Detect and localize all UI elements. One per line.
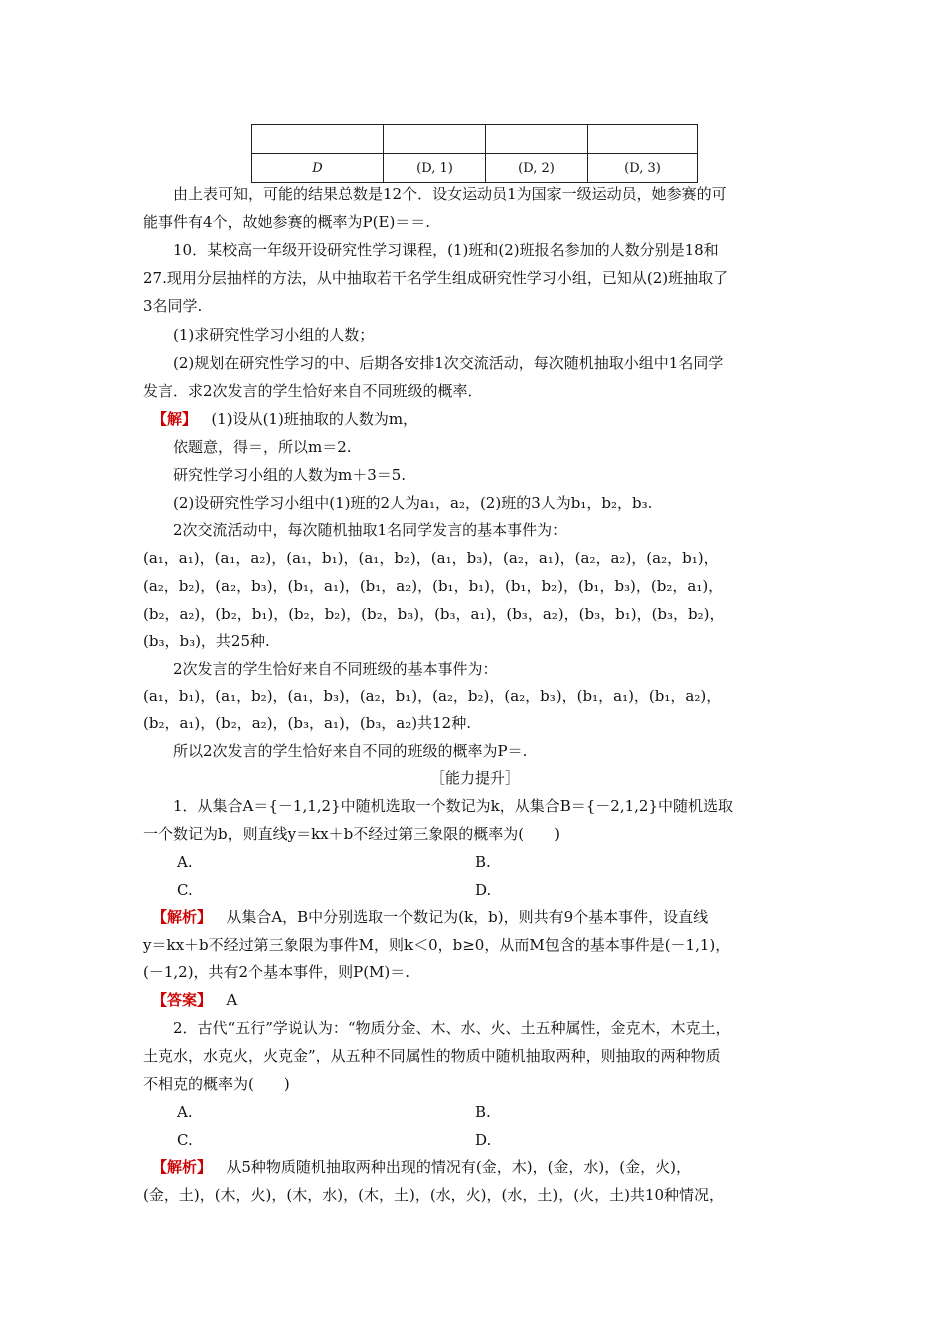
text-line: 2次交流活动中，每次随机抽取1名同学发言的基本事件为：	[173, 521, 568, 539]
text-line: (2)规划在研究性学习的中、后期各安排1次交流活动，每次随机抽取小组中1名同学	[173, 354, 724, 372]
text-line: (b₃，b₃)，共25种.	[143, 632, 270, 650]
answer-value: A	[226, 991, 238, 1009]
option-a: A.	[177, 1103, 193, 1121]
text-line: (金，土)，(木，火)，(木，水)，(木，土)，(水，火)，(水，土)，(火，土)共10种情况，	[143, 1186, 725, 1204]
text-line: 研究性学习小组的人数为m＋3＝5.	[173, 466, 407, 484]
text-span: 从5种物质随机抽取两种出现的情况有(金，木)，(金，水)，(金，火)，	[226, 1158, 691, 1176]
text-line: 所以2次发言的学生恰好来自不同的班级的概率为P＝.	[173, 742, 528, 760]
text-line: y＝kx＋b不经过第三象限为事件M，则k＜0，b≥0，从而M包含的基本事件是(－1,1)，	[143, 936, 731, 954]
outcome-table	[251, 124, 698, 183]
text-line: 土克水，水克火，火克金”，从五种不同属性的物质中随机抽取两种，则抽取的两种物质	[143, 1047, 721, 1065]
option-d: D.	[475, 1131, 492, 1149]
answer-tag: 【答案】	[152, 991, 213, 1009]
table-cell	[486, 125, 588, 154]
text-line: 发言．求2次发言的学生恰好来自不同班级的概率．	[143, 382, 483, 400]
text-line: 1．从集合A＝{－1,1,2}中随机选取一个数记为k，从集合B＝{－2,1,2}中随机选取	[173, 797, 733, 815]
answer-line	[152, 990, 832, 1010]
option-c: C.	[177, 881, 193, 899]
solution-tag: 【解】	[152, 410, 198, 428]
text-line: 依题意，得＝，所以m＝2.	[173, 438, 352, 456]
option-a: A.	[177, 853, 193, 871]
analysis-tag: 【解析】	[152, 908, 213, 926]
table-cell: (D, 1)	[384, 154, 486, 183]
text-line: 由上表可知，可能的结果总数是12个．设女运动员1为国家一级运动员，她参赛的可	[173, 185, 727, 203]
table-row	[252, 154, 698, 183]
text-line: 不相克的概率为( )	[143, 1075, 290, 1093]
analysis-tag: 【解析】	[152, 1158, 213, 1176]
table-cell: (D, 2)	[486, 154, 588, 183]
text-line: 一个数记为b，则直线y＝kx＋b不经过第三象限的概率为( )	[143, 825, 560, 843]
option-b: B.	[475, 1103, 491, 1121]
option-c: C.	[177, 1131, 193, 1149]
text-line: 能事件有4个，故她参赛的概率为P(E)＝＝.	[143, 213, 431, 231]
text-line: 2．古代“五行”学说认为：“物质分金、木、水、火、土五种属性，金克木，木克土，	[173, 1019, 731, 1037]
text-line: (2)设研究性学习小组中(1)班的2人为a₁，a₂，(2)班的3人为b₁，b₂，b₃.	[173, 494, 653, 512]
analysis-line	[152, 907, 832, 927]
section-heading: ［能力提升］	[429, 769, 520, 787]
text-line: (b₂，a₁)，(b₂，a₂)，(b₃，a₁)，(b₃，a₂)共12种.	[143, 714, 471, 732]
solution-line	[152, 409, 832, 429]
text-line: (a₁，a₁)，(a₁，a₂)，(a₁，b₁)，(a₁，b₂)，(a₁，b₃)，(a₂，a₁)，(a₂，a₂)，(a₂，b₁)，	[143, 549, 719, 567]
table-cell	[588, 125, 698, 154]
text-line: (1)求研究性学习小组的人数；	[173, 326, 375, 344]
text-line: 2次发言的学生恰好来自不同班级的基本事件为：	[173, 660, 498, 678]
table-row	[252, 125, 698, 154]
option-b: B.	[475, 853, 491, 871]
text-line: (b₂，a₂)，(b₂，b₁)，(b₂，b₂)，(b₂，b₃)，(b₃，a₁)，(b₃，a₂)，(b₃，b₁)，(b₃，b₂)，	[143, 605, 725, 623]
text-span: 从集合A，B中分别选取一个数记为(k，b)，则共有9个基本事件，设直线	[226, 908, 709, 926]
analysis-line	[152, 1157, 832, 1177]
table-cell: D	[252, 154, 384, 183]
text-line: (－1,2)，共有2个基本事件，则P(M)＝.	[143, 963, 411, 981]
text-line: 3名同学.	[143, 297, 203, 315]
text-line: 10．某校高一年级开设研究性学习课程，(1)班和(2)班报名参加的人数分别是18和	[173, 241, 719, 259]
option-d: D.	[475, 881, 492, 899]
text-span: (1)设从(1)班抽取的人数为m，	[211, 410, 419, 428]
text-line: (a₂，b₂)，(a₂，b₃)，(b₁，a₁)，(b₁，a₂)，(b₁，b₁)，(b₁，b₂)，(b₁，b₃)，(b₂，a₁)，	[143, 577, 724, 595]
table-cell	[384, 125, 486, 154]
table-cell: (D, 3)	[588, 154, 698, 183]
text-line: 27.现用分层抽样的方法，从中抽取若干名学生组成研究性学习小组，已知从(2)班抽取了	[143, 269, 729, 287]
table-cell	[252, 125, 384, 154]
text-line: (a₁，b₁)，(a₁，b₂)，(a₁，b₃)，(a₂，b₁)，(a₂，b₂)，(a₂，b₃)，(b₁，a₁)，(b₁，a₂)，	[143, 687, 722, 705]
